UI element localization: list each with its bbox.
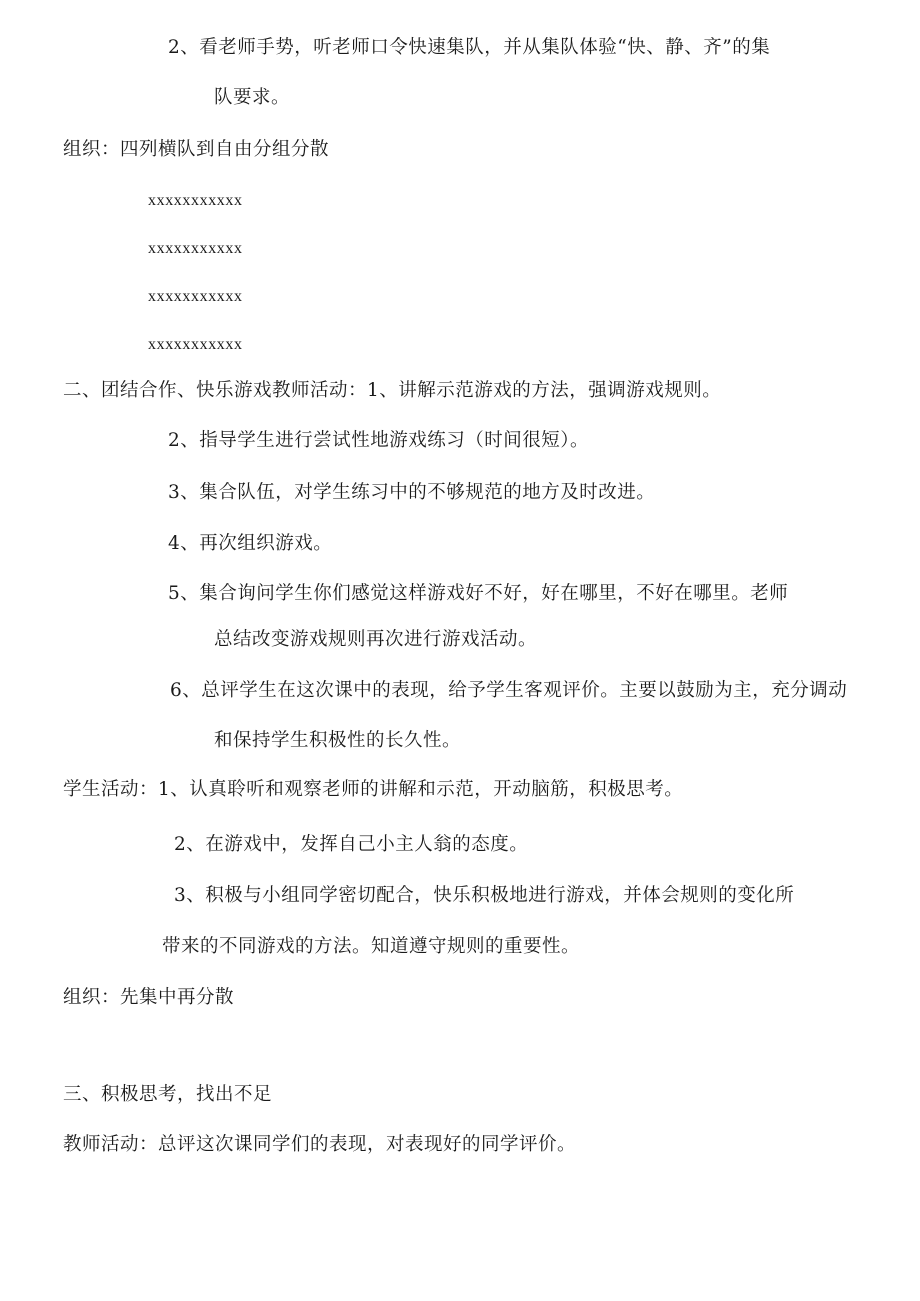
item-2-line-1: 2、看老师手势，听老师口令快速集队，并从集队体验“快、静、齐”的集 bbox=[168, 37, 771, 58]
teacher-step-3: 3、集合队伍，对学生练习中的不够规范的地方及时改进。 bbox=[168, 482, 656, 503]
formation-row-3: xxxxxxxxxxx bbox=[148, 288, 243, 305]
formation-row-1: xxxxxxxxxxx bbox=[148, 192, 243, 209]
organization-note-1: 组织：四列横队到自由分组分散 bbox=[63, 139, 330, 160]
student-step-2: 2、在游戏中，发挥自己小主人翁的态度。 bbox=[174, 834, 529, 855]
student-step-3-line-2: 带来的不同游戏的方法。知道遵守规则的重要性。 bbox=[162, 936, 581, 957]
teacher-step-6-line-2: 和保持学生积极性的长久性。 bbox=[214, 730, 462, 751]
teacher-step-4: 4、再次组织游戏。 bbox=[168, 533, 333, 554]
teacher-step-5-line-1: 5、集合询问学生你们感觉这样游戏好不好，好在哪里，不好在哪里。老师 bbox=[168, 583, 789, 604]
teacher-step-2: 2、指导学生进行尝试性地游戏练习（时间很短）。 bbox=[168, 430, 590, 451]
formation-row-4: xxxxxxxxxxx bbox=[148, 336, 243, 353]
teacher-activity-3: 教师活动：总评这次课同学们的表现，对表现好的同学评价。 bbox=[63, 1134, 577, 1155]
teacher-step-5-line-2: 总结改变游戏规则再次进行游戏活动。 bbox=[214, 629, 538, 650]
section-3-heading: 三、积极思考，找出不足 bbox=[63, 1084, 273, 1105]
item-2-line-2: 队要求。 bbox=[214, 87, 291, 108]
student-activity-heading: 学生活动：1、认真聆听和观察老师的讲解和示范，开动脑筋，积极思考。 bbox=[63, 779, 684, 800]
formation-row-2: xxxxxxxxxxx bbox=[148, 240, 243, 257]
teacher-step-6-line-1: 6、总评学生在这次课中的表现，给予学生客观评价。主要以鼓励为主，充分调动 bbox=[170, 680, 848, 701]
section-2-heading: 二、团结合作、快乐游戏教师活动：1、讲解示范游戏的方法，强调游戏规则。 bbox=[63, 380, 722, 401]
organization-note-2: 组织：先集中再分散 bbox=[63, 987, 235, 1008]
student-step-3-line-1: 3、积极与小组同学密切配合，快乐积极地进行游戏，并体会规则的变化所 bbox=[174, 885, 795, 906]
